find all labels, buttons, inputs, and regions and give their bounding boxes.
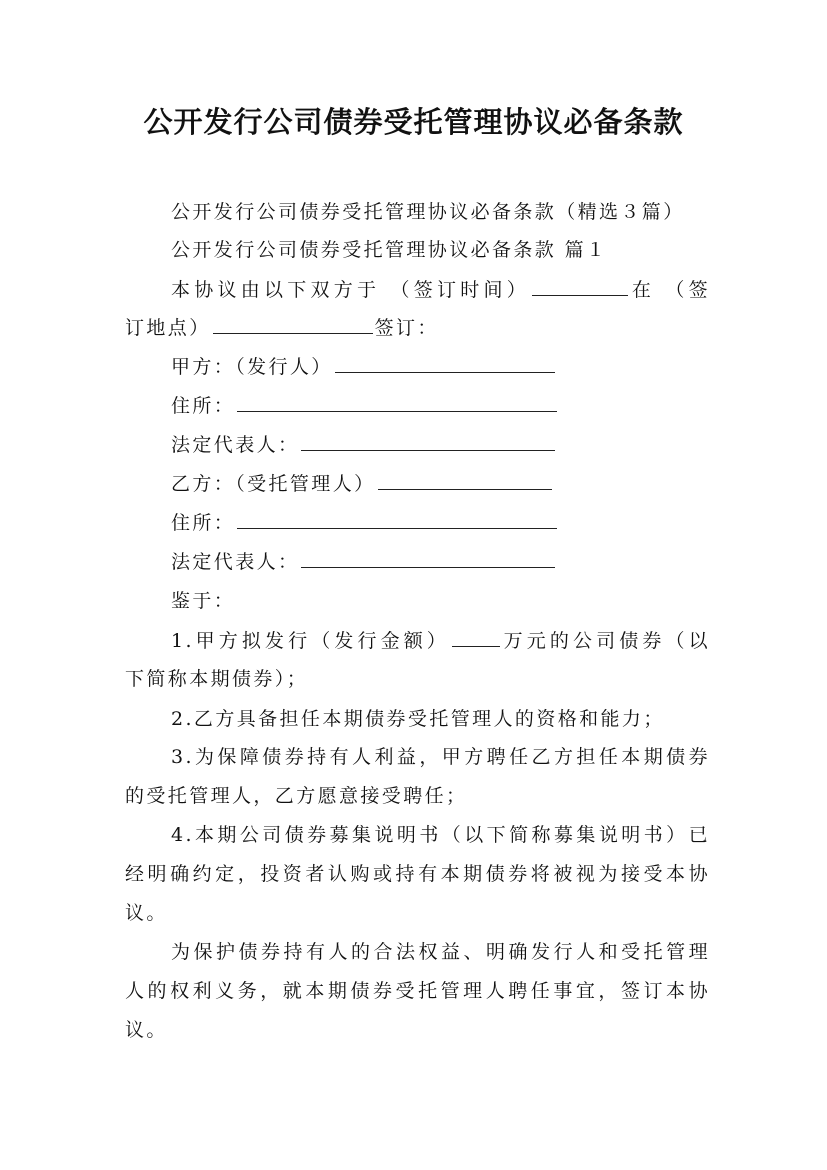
party-a-rep-label: 法定代表人： — [171, 434, 300, 456]
intro-line-2 — [125, 314, 710, 342]
party-b-rep-label: 法定代表人： — [171, 551, 300, 573]
party-b-address-label: 住所： — [171, 512, 236, 534]
whereas-heading: 鉴于： — [171, 590, 236, 612]
party-b-rep-line — [125, 548, 710, 576]
item-4-line-3: 议。 — [125, 902, 168, 924]
intro-text-3: 订地点） — [125, 317, 211, 339]
party-a-label: 甲方：（发行人） — [171, 356, 333, 378]
party-a-rep-blank — [301, 432, 555, 451]
issue-amount-blank — [452, 628, 500, 647]
item-1-text-a: 1.甲方拟发行（发行金额） — [171, 630, 450, 652]
intro-line-1 — [125, 276, 710, 304]
party-a-address-blank — [237, 393, 557, 412]
chapter-heading: 公开发行公司债券受托管理协议必备条款 篇１ — [171, 239, 608, 261]
document-subtitle: 公开发行公司债券受托管理协议必备条款（精选３篇） — [171, 201, 685, 223]
item-1-text-b: 万元的公司债券（以 — [501, 630, 710, 652]
party-b-label: 乙方：（受托管理人） — [171, 473, 376, 495]
party-a-line — [125, 353, 710, 381]
closing-line-2: 人的权利义务，就本期债券受托管理人聘任事宜，签订本协 — [125, 980, 710, 1002]
intro-text-2: 在 （签 — [629, 279, 710, 301]
party-b-address-blank — [237, 510, 557, 529]
intro-text-1: 本协议由以下双方于 （签订时间） — [171, 279, 530, 301]
item-2: 2.乙方具备担任本期债券受托管理人的资格和能力； — [171, 708, 665, 730]
party-b-blank — [378, 471, 552, 490]
item-3-line-2: 的受托管理人，乙方愿意接受聘任； — [125, 785, 468, 807]
party-a-address-line — [125, 392, 710, 420]
item-1-line-2: 下简称本期债券）； — [125, 668, 309, 690]
document-title: 公开发行公司债券受托管理协议必备条款 — [143, 105, 684, 139]
item-1-line-1 — [125, 627, 710, 655]
item-3-line-1: 3.为保障债券持有人利益，甲方聘任乙方担任本期债券 — [171, 746, 710, 768]
party-a-blank — [335, 354, 555, 373]
closing-line-3: 议。 — [125, 1019, 168, 1041]
party-b-rep-blank — [301, 549, 555, 568]
signing-time-blank — [532, 277, 628, 296]
signing-place-blank — [213, 315, 373, 334]
item-4-line-1: 4.本期公司债券募集说明书（以下简称募集说明书）已 — [171, 824, 710, 846]
party-b-line — [125, 470, 710, 498]
party-a-rep-line — [125, 431, 710, 459]
party-b-address-line — [125, 509, 710, 537]
item-4-line-2: 经明确约定，投资者认购或持有本期债券将被视为接受本协 — [125, 863, 710, 885]
party-a-address-label: 住所： — [171, 395, 236, 417]
closing-line-1: 为保护债券持有人的合法权益、明确发行人和受托管理 — [171, 941, 710, 963]
intro-text-4: 签订： — [374, 317, 439, 339]
